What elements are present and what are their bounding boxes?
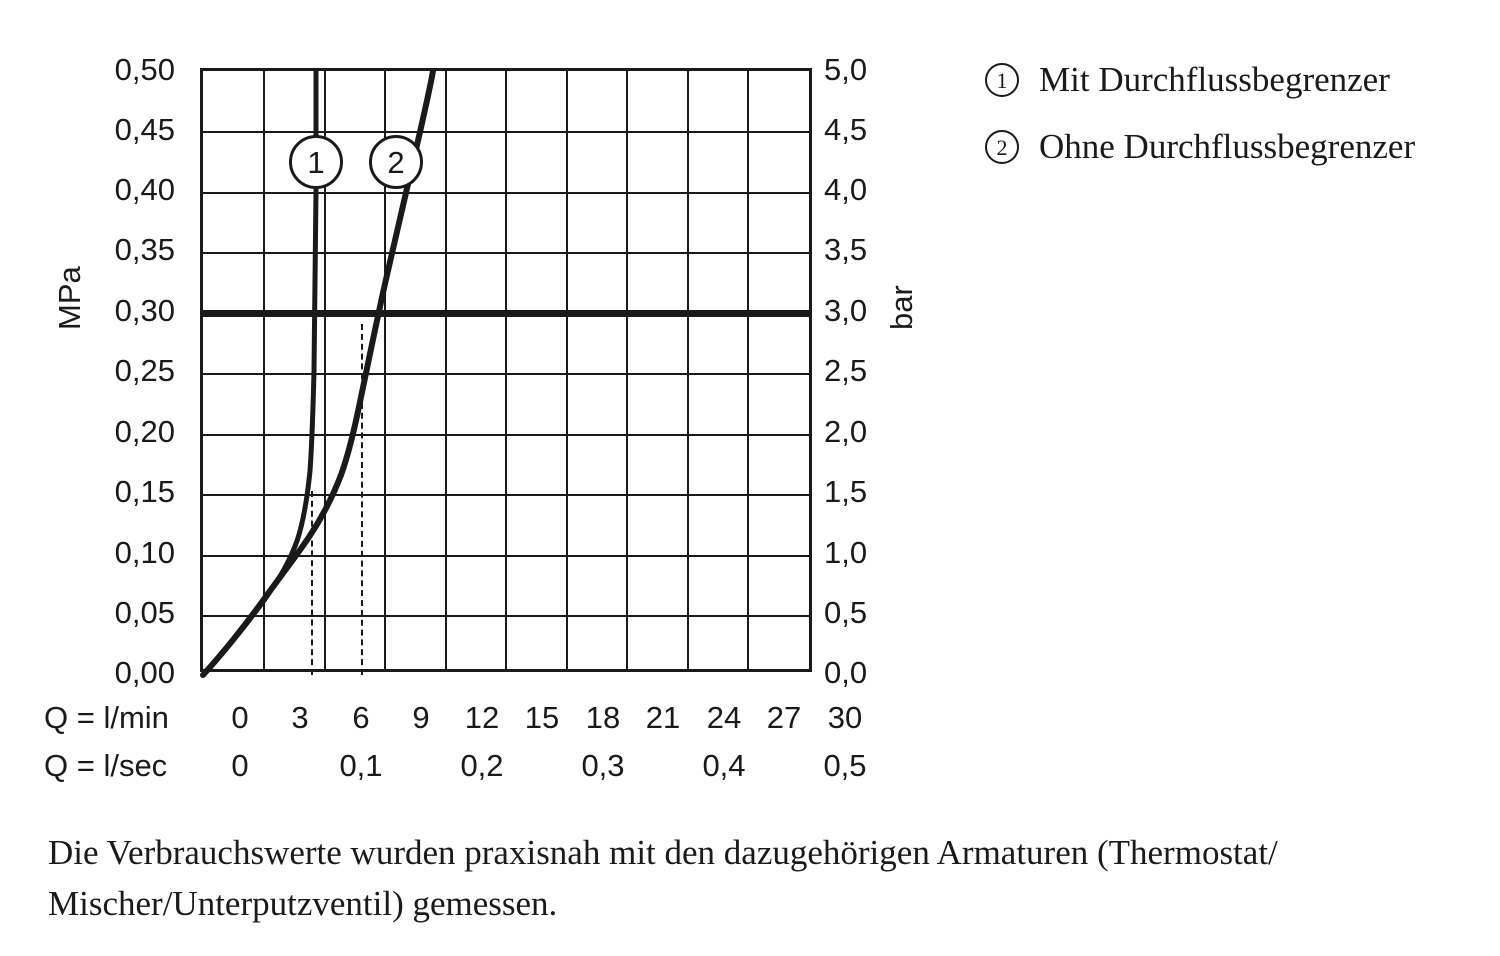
legend-number-2: 2 <box>985 130 1019 164</box>
y-tick-right-0: 5,0 <box>824 52 868 87</box>
y-tick-right-7: 1,5 <box>824 474 868 509</box>
y-tick-left-4: 0,30 <box>114 293 175 328</box>
y-tick-right-2: 4,0 <box>824 172 868 207</box>
y-tick-left-6: 0,20 <box>114 414 175 449</box>
y-tick-left-5: 0,25 <box>114 353 175 388</box>
y-axis-right-title: bar <box>884 285 919 330</box>
legend-item-2 <box>985 123 1455 170</box>
x-tick-lsec-01: 0,1 <box>339 748 383 783</box>
legend-label-2: Ohne Durchflussbegrenzer <box>1039 127 1416 167</box>
x-tick-lsec-04: 0,4 <box>702 748 746 783</box>
annotation-badge-1: 1 <box>289 135 343 189</box>
legend-item-1 <box>985 56 1455 103</box>
y-tick-left-7: 0,15 <box>114 474 175 509</box>
y-tick-left-8: 0,10 <box>114 535 175 570</box>
y-tick-right-10: 0,0 <box>824 655 868 690</box>
y-tick-right-9: 0,5 <box>824 595 868 630</box>
x-tick-lmin-15: 15 <box>524 700 560 735</box>
legend <box>985 56 1455 191</box>
x-tick-lmin-6: 6 <box>352 700 370 735</box>
x-tick-lsec-05: 0,5 <box>823 748 867 783</box>
y-tick-left-0: 0,50 <box>114 52 175 87</box>
y-tick-left-10: 0,00 <box>114 655 175 690</box>
y-tick-right-5: 2,5 <box>824 353 868 388</box>
x-axis-row-lsec <box>44 748 884 788</box>
plot-grid <box>203 71 809 669</box>
x-tick-lmin-9: 9 <box>412 700 430 735</box>
y-tick-right-4: 3,0 <box>824 293 868 328</box>
y-tick-right-3: 3,5 <box>824 232 868 267</box>
y-axis-left-title: MPa <box>52 266 87 330</box>
y-tick-right-1: 4,5 <box>824 112 868 147</box>
y-tick-left-1: 0,45 <box>114 112 175 147</box>
y-tick-left-3: 0,35 <box>114 232 175 267</box>
y-tick-left-9: 0,05 <box>114 595 175 630</box>
x-tick-lmin-24: 24 <box>706 700 742 735</box>
x-axis-row-lmin <box>44 700 884 740</box>
x-tick-lmin-12: 12 <box>464 700 500 735</box>
annotation-badge-2: 2 <box>369 135 423 189</box>
y-tick-left-2: 0,40 <box>114 172 175 207</box>
plot-area <box>200 68 812 672</box>
x-tick-lmin-3: 3 <box>291 700 309 735</box>
x-tick-lmin-30: 30 <box>827 700 863 735</box>
legend-label-1: Mit Durchflussbegrenzer <box>1039 60 1390 99</box>
x-tick-lsec-0: 0 <box>231 748 249 783</box>
y-tick-right-6: 2,0 <box>824 414 868 449</box>
x-tick-lmin-18: 18 <box>585 700 621 735</box>
x-tick-lmin-21: 21 <box>645 700 681 735</box>
x-tick-lmin-0: 0 <box>231 700 249 735</box>
x-tick-lsec-03: 0,3 <box>581 748 625 783</box>
x-tick-lmin-27: 27 <box>766 700 802 735</box>
x-tick-lsec-02: 0,2 <box>460 748 504 783</box>
x-axis-row-lsec-label: Q = l/sec <box>44 748 168 783</box>
x-axis-row-lmin-label: Q = l/min <box>44 700 169 735</box>
legend-number-1: 1 <box>985 63 1019 97</box>
footnote-text: Die Verbrauchswerte wurden praxisnah mit den dazugehörigen Armaturen (Thermostat/ Mischer/Unterputzventil) gemessen. <box>48 833 1278 923</box>
y-tick-right-8: 1,0 <box>824 535 868 570</box>
